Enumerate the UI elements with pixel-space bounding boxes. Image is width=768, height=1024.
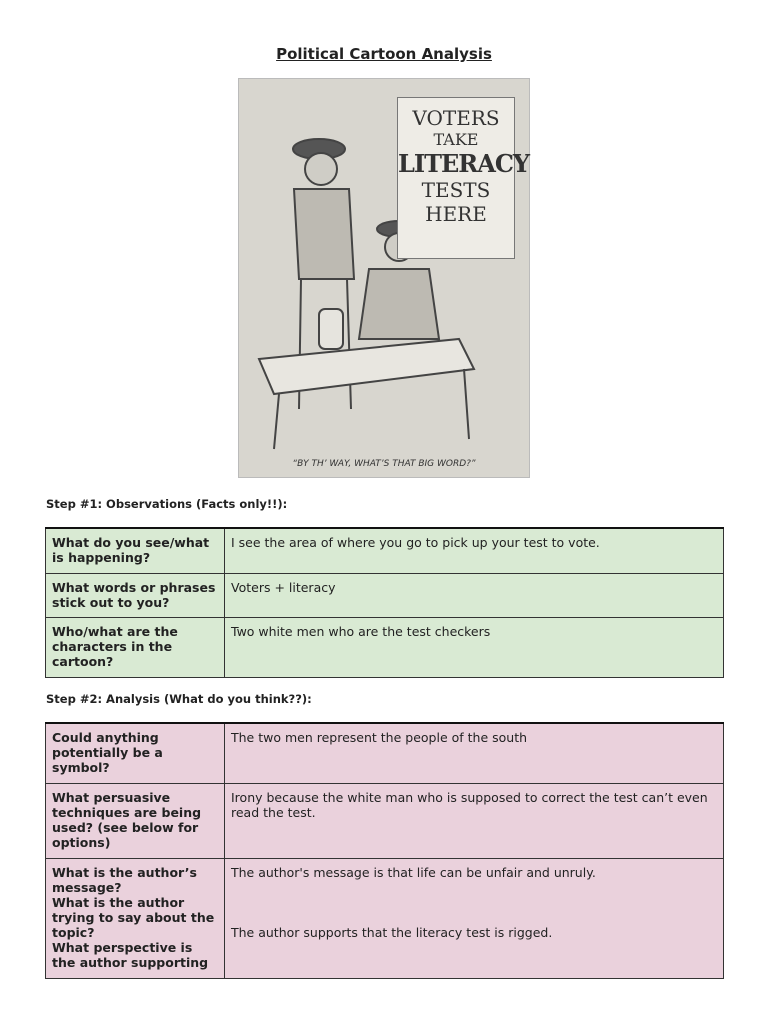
question-cell <box>46 858 225 978</box>
cartoon-caption: “BY TH’ WAY, WHAT’S THAT BIG WORD?” <box>292 459 476 469</box>
sign-line: VOTERS <box>412 106 500 130</box>
step2-heading: Step #2: Analysis (What do you think??): <box>46 692 312 706</box>
table-row <box>46 528 724 573</box>
sign-line: TAKE <box>433 130 479 149</box>
answer-cell[interactable]: Voters + literacy <box>225 573 724 617</box>
table-row <box>46 858 724 978</box>
table-row <box>46 723 724 783</box>
sign-line: TESTS HERE <box>421 178 491 226</box>
question-cell: What words or phrases stick out to you? <box>46 573 225 617</box>
question-cell: What do you see/what is happening? <box>46 528 225 573</box>
answer-cell[interactable]: I see the area of where you go to pick up your test to vote. <box>225 528 724 573</box>
cartoon-sign <box>397 97 530 259</box>
answer-cell[interactable] <box>225 858 724 978</box>
political-cartoon-image <box>238 78 530 478</box>
table-row <box>46 573 724 617</box>
answer-line: The author's message is that life can be unfair and unruly. <box>231 864 596 880</box>
question-line: What perspective is the author supporting <box>52 939 209 970</box>
answer-cell[interactable]: The two men represent the people of the south <box>225 723 724 783</box>
page-title: Political Cartoon Analysis <box>276 45 492 63</box>
table-row <box>46 783 724 858</box>
question-cell: Who/what are the characters in the cartoon? <box>46 617 225 677</box>
question-cell: Could anything potentially be a symbol? <box>46 723 225 783</box>
answer-line: The author supports that the literacy test is rigged. <box>231 924 553 940</box>
answer-cell[interactable]: Irony because the white man who is supposed to correct the test can’t even read the test. <box>225 783 724 858</box>
sign-line: LITERACY <box>398 149 530 178</box>
step1-heading: Step #1: Observations (Facts only!!): <box>46 497 288 511</box>
question-line: What is the author trying to say about the topic? <box>52 894 215 940</box>
question-line: What is the author’s message? <box>52 864 197 895</box>
question-cell: What persuasive techniques are being used? (see below for options) <box>46 783 225 858</box>
answer-cell[interactable]: Two white men who are the test checkers <box>225 617 724 677</box>
analysis-table <box>45 722 724 979</box>
table-row <box>46 617 724 677</box>
observations-table <box>45 527 724 678</box>
